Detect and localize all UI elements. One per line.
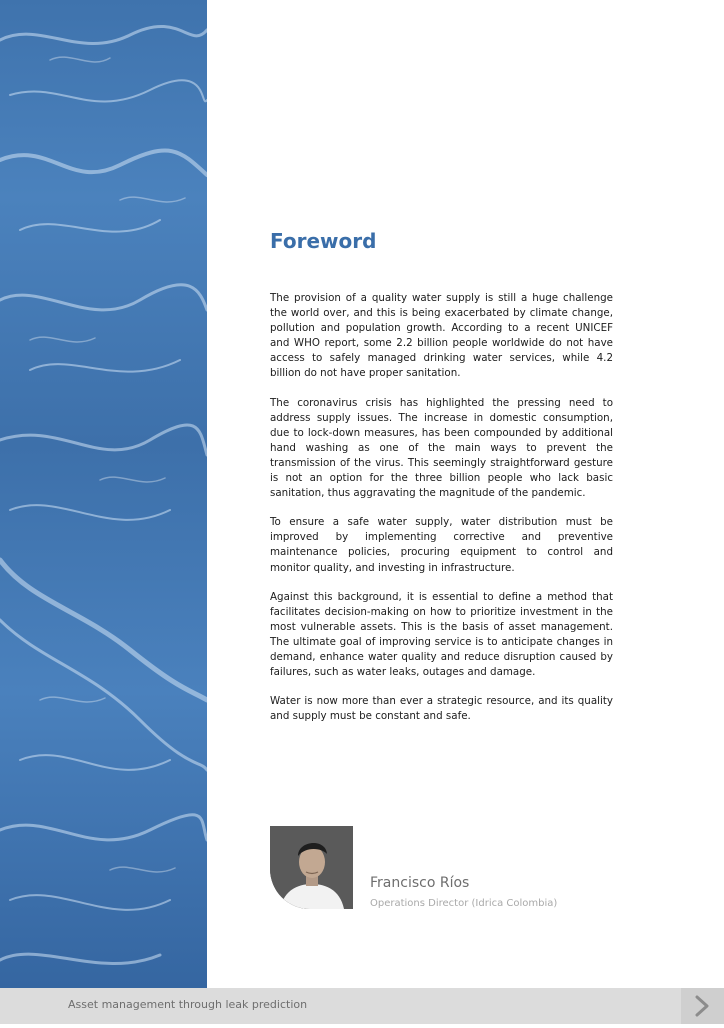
water-photo-panel	[0, 0, 207, 988]
foreword-body	[270, 291, 613, 738]
foreword-paragraph: To ensure a safe water supply, water distribution must be improved by implementing corrective and preventive maintenance policies, procuring equipment to control and monitor quality, and investing in infrastructure.	[270, 516, 613, 574]
next-page-button[interactable]	[681, 988, 724, 1024]
footer-title: Asset management through leak prediction	[68, 998, 308, 1011]
author-name: Francisco Ríos	[370, 875, 470, 891]
foreword-paragraph: The coronavirus crisis has highlighted the pressing need to address supply issues. The increase in domestic consumption, due to lock-down measures, has been compounded by additional hand washing as one of the main ways to prevent the transmission of the virus. This seemingly straightforward gesture is not an option for the three billion people who lack basic sanitation, thus aggravating the magnitude of the pandemic.	[270, 396, 613, 500]
foreword-paragraph: The provision of a quality water supply is still a huge challenge the world over, and this is being exacerbated by climate change, pollution and population growth. According to a recent UNICEF and WHO report, some 2.2 billion people worldwide do not have access to safely managed drinking water services, while 4.2 billion do not have proper sanitation.	[270, 292, 613, 380]
author-role: Operations Director (Idrica Colombia)	[370, 898, 558, 909]
water-ripple-pattern	[0, 0, 207, 988]
page-title: Foreword	[270, 229, 377, 253]
footer-bar	[0, 988, 681, 1024]
author-portrait	[270, 826, 353, 909]
foreword-paragraph: Against this background, it is essential to define a method that facilitates decision-making on how to prioritize investment in the most vulnerable assets. This is the basis of asset management. The ultimate goal of improving service is to anticipate changes in demand, enhance water quality and reduce disruption caused by failures, such as water leaks, outages and damage.	[270, 590, 613, 679]
person-photo	[270, 826, 353, 909]
foreword-paragraph: Water is now more than ever a strategic resource, and its quality and supply must be constant and safe.	[270, 695, 613, 723]
chevron-right-icon	[681, 988, 724, 1024]
